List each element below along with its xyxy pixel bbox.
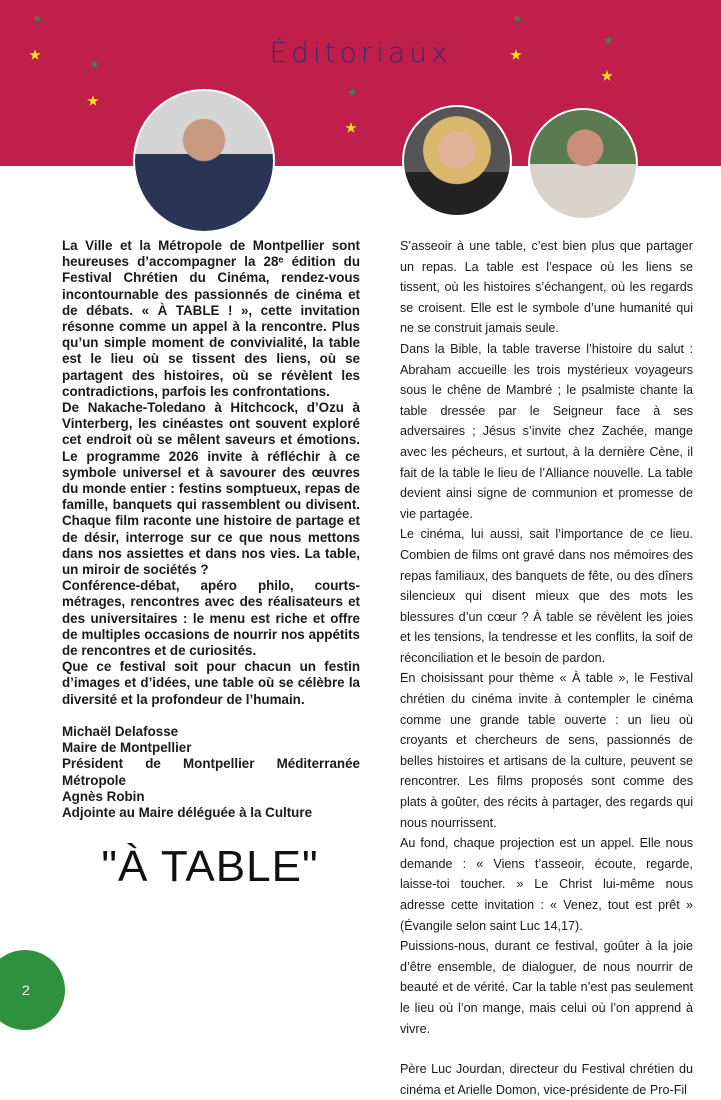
paragraph: La Ville et la Métropole de Montpellier sont heureuses d’accompagner la 28ᵉ édition du Festival Chrétien du Cinéma, rendez-vous incontournable des passionnés de cinéma et de débats. « À TABLE ! », cette invitation résonne comme un appel à la rencontre. Plus qu’un simple moment de convivialité, la table est le lieu où se tissent des liens, où se partagent des histoires, où se révèlent les contradictions, parfois les confrontations. <box>62 238 360 399</box>
theme-title: "À TABLE" <box>101 842 319 891</box>
paragraph: S’asseoir à une table, c’est bien plus que partager un repas. La table est l’espace où les liens se tissent, où les histoires s’échangent, où les regards se croisent. Elle est le symbole d’une humanité qui ne se construit jamais seule. <box>400 239 693 336</box>
paragraph: Puissions-nous, durant ce festival, goûter à la joie d’être ensemble, de dialoguer, de nous nourrir de beauté et de vérité. Car la table n’est pas seulement le lieu où l’on mange, mais celui où l’on apprend à vivre. <box>400 939 693 1036</box>
paragraph: Dans la Bible, la table traverse l’histoire du salut : Abraham accueille les trois mystérieux voyageurs sous le chêne de Mambré ; le psalmiste chante la table dressée par le Seigneur face à ses adversaires ; Jésus s’invite chez Zachée, mange avec les pécheurs, et surtout, à la dernière Cène, il fait de la table le lieu de l’Alliance nouvelle. La table devient ainsi signe de communion et promesse de vie partagée. <box>400 341 693 521</box>
portrait-luc-jourdan <box>528 108 638 220</box>
signature-line: Michaël Delafosse <box>62 723 179 739</box>
signature-line: Agnès Robin <box>62 788 145 804</box>
paragraph: Le cinéma, lui aussi, sait l’importance de ce lieu. Combien de films ont gravé dans nos mémoires des repas familiaux, des banquets de fête, ou des dîners silencieux qui disent mieux que des mots les blessures d’un cœur ? À table se révèlent les joies et les tensions, la tendresse et les conflits, la soif de réconciliation et le besoin de pardon. <box>400 527 693 665</box>
signature <box>62 724 360 821</box>
paragraph: De Nakache-Toledano à Hitchcock, d’Ozu à Vinterberg, les cinéastes ont souvent exploré cet endroit où se mêlent saveurs et émotions. Le programme 2026 invite à réfléchir à ce symbole universel et à savourer des œuvres du monde entier : festins somptueux, repas de famille, banquets qui rassemblent ou divisent. Chaque film raconte une histoire de partage et de désir, interroge sur ce que nous mettons dans nos assiettes et dans nos vies. La table, un miroir de sociétés ? <box>62 400 360 578</box>
portrait-mayor <box>133 89 275 233</box>
paragraph: En choisissant pour thème « À table », le Festival chrétien du cinéma invite à contempler le cinéma comme une grande table ouverte : un lieu où croyants et chercheurs de sens, passionnés de belles histoires et artisans de la culture, peuvent se rencontrer. Les films proposés sont comme des plats à goûter, des récits à partager, des regards qui nous nourrissent. <box>400 671 693 830</box>
signature: Père Luc Jourdan, directeur du Festival chrétien du cinéma et Arielle Domon, vice-présidente de Pro-Fil <box>400 1062 693 1097</box>
signature-line: Maire de Montpellier <box>62 740 192 756</box>
portrait-arielle-domon <box>402 105 512 217</box>
page-number: 2 <box>22 982 30 998</box>
signature-line: Président de Montpellier Méditerranée Métropole <box>62 756 360 788</box>
paragraph: Conférence-débat, apéro philo, courts-métrages, rencontres avec des réalisateurs et des universitaires : le menu est riche et offre de multiples occasions de nourrir nos appétits de rencontres et de curiosités. <box>62 578 360 659</box>
paragraph: Au fond, chaque projection est un appel. Elle nous demande : « Viens t’asseoir, écoute, regarde, laisse-toi toucher. » Le Christ lui-même nous adresse cette invitation : « Venez, tout est prêt » (Évangile selon saint Luc 14,17). <box>400 836 693 933</box>
editorial-festival <box>400 236 693 1100</box>
page-number-badge <box>0 950 65 1030</box>
editorial-city <box>62 238 360 821</box>
signature-line: Adjointe au Maire déléguée à la Culture <box>62 804 313 820</box>
page-title: Éditoriaux <box>269 36 452 69</box>
paragraph: Que ce festival soit pour chacun un festin d’images et d’idées, une table où se célèbre la diversité et la profondeur de l’humain. <box>62 659 360 707</box>
